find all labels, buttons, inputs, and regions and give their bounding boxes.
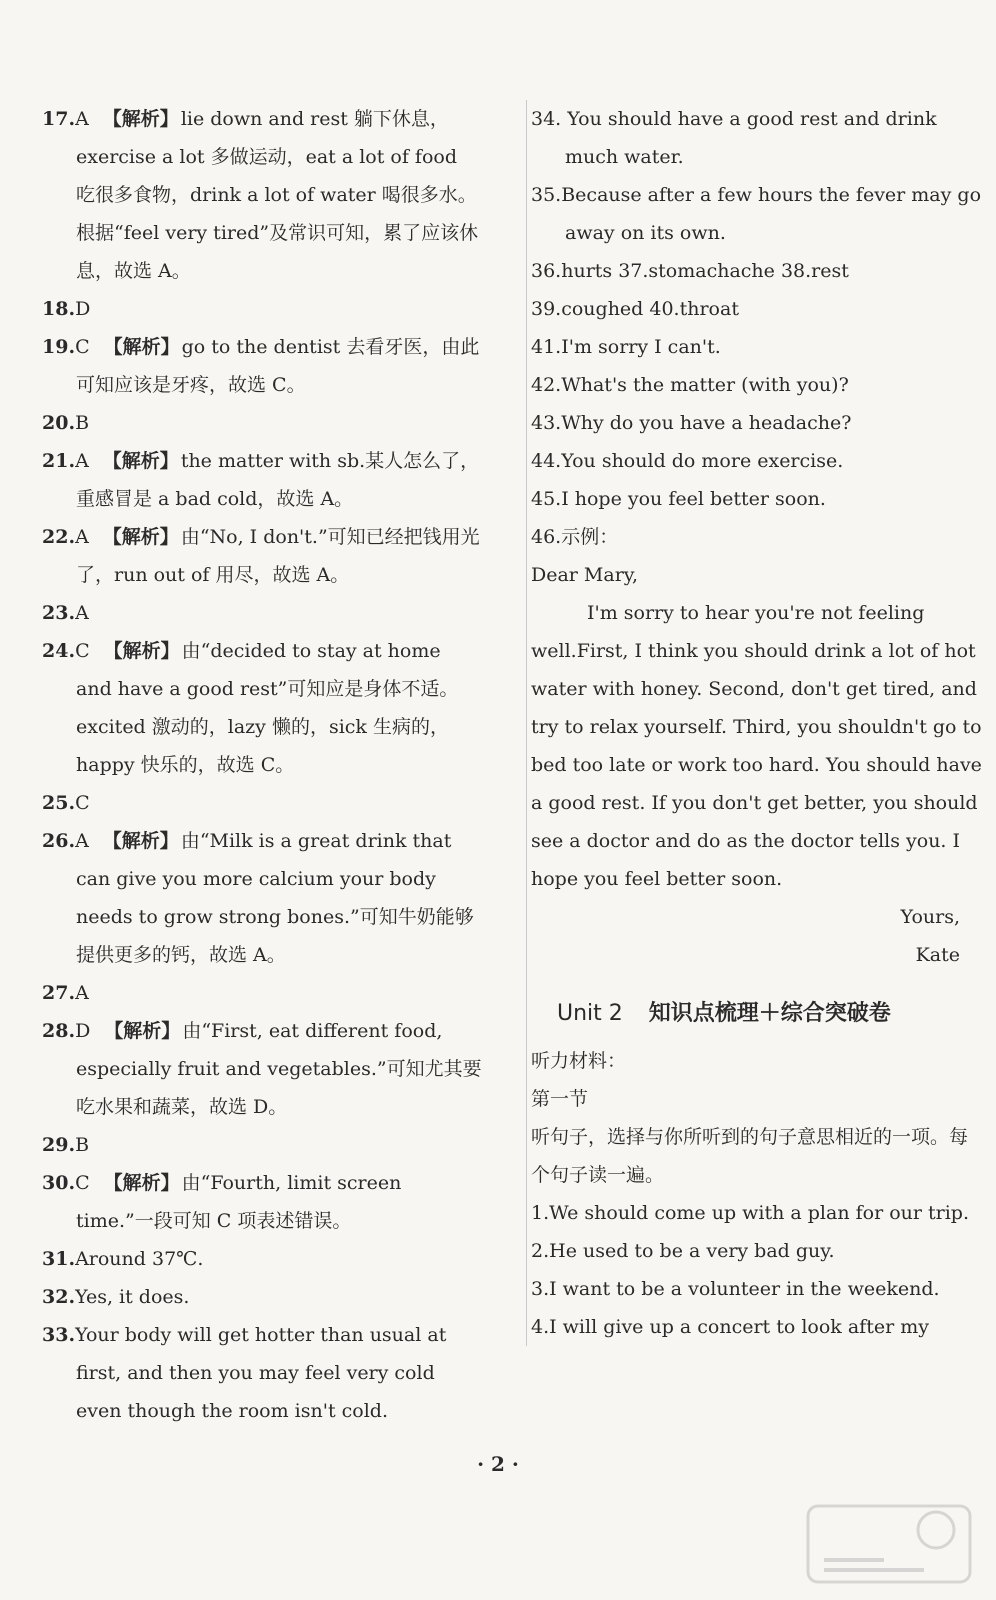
answer-number: 33. — [42, 1324, 76, 1346]
analysis-text: 由“First, eat different food, especially fruit and vegetables.”可知尤其要吃水果和蔬菜，故选 D。 — [76, 1020, 482, 1118]
answer-choice: A — [75, 450, 89, 472]
answer-number: 18. — [42, 298, 76, 320]
answer-item — [42, 100, 482, 290]
watermark-logo-icon — [804, 1502, 974, 1586]
answer-item — [42, 1126, 482, 1164]
answer-item — [42, 632, 482, 784]
answer-line: 39.coughed 40.throat — [531, 298, 739, 320]
right-column — [526, 100, 986, 1346]
analysis-tag: 【解析】 — [104, 1020, 181, 1042]
analysis-tag: 【解析】 — [102, 108, 179, 130]
answer-choice: A — [75, 602, 89, 624]
listening-sentences — [531, 1194, 986, 1346]
answer-item — [42, 442, 482, 518]
answer-number: 22. — [42, 526, 76, 548]
letter-closing: Yours, — [900, 906, 960, 928]
analysis-tag: 【解析】 — [103, 1172, 180, 1194]
answer-number: 30. — [42, 1172, 76, 1194]
answer-item — [42, 822, 482, 974]
letter-body: I'm sorry to hear you're not feeling well.First, I think you should drink a lot of hot water with honey. Second, don't get tired, and try to relax yourself. Third, you shouldn't go to bed too late or work too hard. You should have a good rest. If you don't get better, you should see a doctor and do as the doctor tells you. I hope you feel better soon. — [531, 602, 982, 890]
answer-number: 20. — [42, 412, 76, 434]
analysis-text: go to the dentist 去看牙医，由此可知应该是牙疼，故选 C。 — [76, 336, 480, 396]
answer-item — [42, 1316, 482, 1430]
answer-number: 31. — [42, 1248, 76, 1270]
analysis-tag: 【解析】 — [103, 336, 180, 358]
analysis-tag: 【解析】 — [102, 526, 179, 548]
analysis-text: 由“decided to stay at home and have a good rest”可知应是身体不适。excited 激动的，lazy 懒的，sick 生病的，happy 快乐的，故选 C。 — [76, 640, 459, 776]
analysis-text: 由“No, I don't.”可知已经把钱用光了，run out of 用尽，故选 A。 — [76, 526, 480, 586]
answer-choice: D — [75, 298, 91, 320]
answer-number: 21. — [42, 450, 76, 472]
unit-heading — [531, 992, 986, 1036]
answer-line: 43.Why do you have a headache? — [531, 412, 852, 434]
answer-item — [42, 594, 482, 632]
answer-item — [42, 1240, 482, 1278]
answer-item — [42, 290, 482, 328]
answer-choice: A — [75, 982, 89, 1004]
analysis-text: 由“Milk is a great drink that can give you more calcium your body needs to grow strong bones.”可知牛奶能够提供更多的钙，故选 A。 — [76, 830, 474, 966]
analysis-tag: 【解析】 — [102, 450, 179, 472]
answer-line: 45.I hope you feel better soon. — [531, 488, 826, 510]
answer-line: 36.hurts 37.stomachache 38.rest — [531, 260, 849, 282]
answer-item — [42, 974, 482, 1012]
page-number: · 2 · — [477, 1452, 519, 1476]
analysis-text: lie down and rest 躺下休息，exercise a lot 多做运动，eat a lot of food 吃很多食物，drink a lot of water 喝很多水。根据“feel very tired”及常识可知，累了应该休息，故选 A。 — [76, 108, 479, 282]
answer-list-right — [531, 100, 986, 556]
answer-number: 28. — [42, 1020, 76, 1042]
answer-item — [42, 518, 482, 594]
answer-choice: B — [75, 412, 90, 434]
answer-number: 19. — [42, 336, 76, 358]
answer-line: 44.You should do more exercise. — [531, 450, 844, 472]
answer-line: 41.I'm sorry I can't. — [531, 336, 721, 358]
answer-number: 32. — [42, 1286, 76, 1308]
answer-item — [42, 328, 482, 404]
answer-line: 46.示例： — [531, 526, 619, 548]
answer-item — [42, 1012, 482, 1126]
answer-choice: Your body will get hotter than usual at first, and then you may feel very cold even though the room isn't cold. — [75, 1324, 447, 1422]
answer-number: 24. — [42, 640, 76, 662]
answer-choice: C — [75, 1172, 90, 1194]
answer-choice: C — [75, 792, 90, 814]
answer-number: 27. — [42, 982, 76, 1004]
answer-item — [42, 404, 482, 442]
analysis-text: the matter with sb.某人怎么了，重感冒是 a bad cold，故选 A。 — [76, 450, 480, 510]
answer-choice: C — [75, 336, 90, 358]
answer-number: 29. — [42, 1134, 76, 1156]
answer-line: 34. You should have a good rest and drink much water. — [531, 108, 937, 168]
answer-number: 26. — [42, 830, 76, 852]
listening-section: 第一节 — [531, 1088, 589, 1110]
unit-label: Unit 2 — [557, 1001, 623, 1026]
analysis-text: 由“Fourth, limit screen time.”一段可知 C 项表述错误。 — [76, 1172, 402, 1232]
answer-choice: A — [75, 108, 89, 130]
answer-choice: B — [75, 1134, 90, 1156]
listening-heading: 听力材料： — [531, 1050, 627, 1072]
answer-line: 35.Because after a few hours the fever may go away on its own. — [531, 184, 982, 244]
answer-item — [42, 1278, 482, 1316]
listening-sentence: 3.I want to be a volunteer in the weekend. — [531, 1278, 940, 1300]
answer-number: 17. — [42, 108, 76, 130]
answer-number: 25. — [42, 792, 76, 814]
answer-number: 23. — [42, 602, 76, 624]
answer-choice: A — [75, 526, 89, 548]
letter-signature: Kate — [915, 944, 960, 966]
analysis-tag: 【解析】 — [102, 830, 179, 852]
answer-choice: D — [75, 1020, 91, 1042]
answer-choice: A — [75, 830, 89, 852]
answer-choice: Yes, it does. — [75, 1286, 190, 1308]
answer-item — [42, 784, 482, 822]
answer-choice: C — [75, 640, 90, 662]
listening-sentence: 4.I will give up a concert to look after my — [531, 1316, 929, 1338]
listening-sentence: 2.He used to be a very bad guy. — [531, 1240, 835, 1262]
left-column — [42, 100, 482, 1430]
listening-instruction: 听句子，选择与你所听到的句子意思相近的一项。每个句子读一遍。 — [531, 1126, 969, 1186]
unit-title: 知识点梳理＋综合突破卷 — [648, 1001, 891, 1026]
answer-line: 42.What's the matter (with you)? — [531, 374, 849, 396]
answer-choice: Around 37℃. — [75, 1248, 204, 1270]
listening-sentence: 1.We should come up with a plan for our trip. — [531, 1202, 970, 1224]
answer-item — [42, 1164, 482, 1240]
analysis-tag: 【解析】 — [103, 640, 180, 662]
letter-greeting: Dear Mary, — [531, 564, 639, 586]
